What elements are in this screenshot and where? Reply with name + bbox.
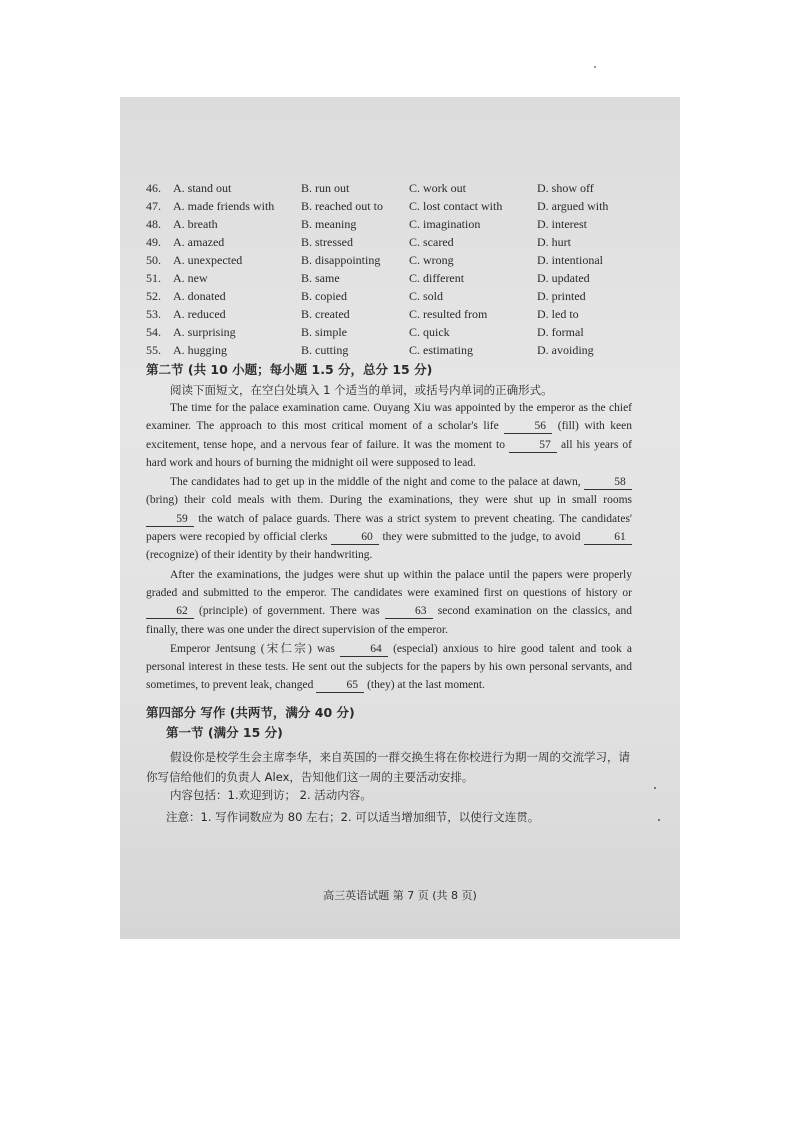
choice-row (146, 197, 656, 215)
option-d: D. formal (537, 325, 584, 339)
blank-58: 58 (584, 475, 632, 490)
question-number: 54. (146, 325, 161, 339)
option-b: B. run out (301, 181, 350, 195)
reading-passage (146, 399, 632, 696)
question-number: 52. (146, 289, 161, 303)
option-a: A. stand out (173, 181, 232, 195)
passage-text: After the examinations, the judges were shut up within the palace until the papers were properly graded and submitted to the emperor. The candidates were examined first on questions of history or (146, 568, 632, 599)
option-c: C. work out (409, 181, 466, 195)
part-heading: 第四部分 写作 (共两节，满分 40 分) (146, 705, 355, 720)
option-b: B. cutting (301, 343, 349, 357)
passage-text: second examination on the classics, and finally, there was one under the direct supervision of the emperor. (146, 605, 632, 636)
choice-row (146, 305, 656, 323)
choice-row (146, 323, 656, 341)
passage-text: The time for the palace examination came. Ouyang Xiu was appointed by the emperor as the chief examiner. The approach to this most critical moment of a scholar's life (146, 402, 632, 433)
option-b: B. meaning (301, 217, 357, 231)
scan-speck (654, 787, 656, 789)
blank-60: 60 (331, 530, 379, 545)
blank-62: 62 (146, 604, 194, 619)
option-a: A. breath (173, 217, 218, 231)
blank-59: 59 (146, 512, 194, 527)
passage-text: (fill) with keen excitement, tense hope, and a nervous fear of failure. It was the moment to (146, 420, 633, 451)
writing-section-heading: 第一节 (满分 15 分) (166, 725, 283, 740)
passage-text: Emperor Jentsung (宋仁宗) was (170, 642, 340, 655)
question-number: 47. (146, 199, 161, 213)
option-a: A. surprising (173, 325, 236, 339)
blank-56: 56 (504, 419, 552, 434)
passage-text: they were submitted to the judge, to avoid (378, 531, 584, 544)
option-b: B. simple (301, 325, 348, 339)
passage-text: The candidates had to get up in the middle of the night and come to the palace at dawn, (170, 476, 584, 489)
option-c: C. imagination (409, 217, 481, 231)
blank-63: 63 (385, 604, 433, 619)
question-number: 55. (146, 343, 161, 357)
writing-note: 注意：1. 写作词数应为 80 左右；2. 可以适当增加细节，以使行文连贯。 (166, 810, 540, 824)
option-d: D. updated (537, 271, 590, 285)
option-d: D. show off (537, 181, 594, 195)
choice-row (146, 215, 656, 233)
section-heading: 第二节 (共 10 小题；每小题 1.5 分，总分 15 分) (146, 362, 433, 377)
option-a: A. reduced (173, 307, 226, 321)
question-number: 46. (146, 181, 161, 195)
passage-text: (especial) anxious to hire good talent and took a personal interest in these tests. He sent out the subjects for the papers by his own personal servants, and sometimes, to prevent leak, changed (146, 642, 632, 692)
page-footer: 高三英语试题 第 7 页 (共 8 页) (323, 889, 477, 902)
question-number: 48. (146, 217, 161, 231)
passage-text: (principle) of government. There was (194, 605, 385, 618)
option-b: B. reached out to (301, 199, 383, 213)
writing-task: 假设你是校学生会主席李华，来自英国的一群交换生将在你校进行为期一周的交流学习，请你写信给他们的负责人 Alex，告知他们这一周的主要活动安排。 (146, 750, 630, 784)
option-d: D. argued with (537, 199, 609, 213)
option-a: A. made friends with (173, 199, 275, 213)
passage-paragraph (146, 473, 632, 564)
option-c: C. quick (409, 325, 450, 339)
passage-text: all his years of hard work and hours of burning the midnight oil were supposed to lead. (146, 438, 632, 469)
passage-paragraph (146, 640, 632, 695)
option-c: C. estimating (409, 343, 473, 357)
passage-text: (recognize) of their identity by their handwriting. (146, 549, 373, 562)
blank-57: 57 (509, 438, 557, 453)
scan-speck (658, 819, 660, 821)
option-c: C. resulted from (409, 307, 488, 321)
option-d: D. printed (537, 289, 586, 303)
blank-61: 61 (584, 530, 632, 545)
option-d: D. avoiding (537, 343, 594, 357)
option-c: C. different (409, 271, 465, 285)
choice-row (146, 179, 656, 197)
passage-paragraph (146, 566, 632, 639)
option-d: D. intentional (537, 253, 603, 267)
choice-row (146, 233, 656, 251)
blank-65: 65 (316, 678, 364, 693)
choice-row (146, 251, 656, 269)
question-number: 53. (146, 307, 161, 321)
scan-speck (594, 66, 596, 68)
option-c: C. scared (409, 235, 454, 249)
option-a: A. donated (173, 289, 226, 303)
blank-64: 64 (340, 642, 388, 657)
option-a: A. amazed (173, 235, 225, 249)
question-number: 50. (146, 253, 161, 267)
passage-text: (they) at the last moment. (364, 679, 485, 692)
passage-text: (bring) their cold meals with them. During the examinations, they were shut up in small rooms (146, 494, 632, 507)
exam-page (120, 97, 680, 939)
option-d: D. hurt (537, 235, 571, 249)
question-number: 51. (146, 271, 161, 285)
option-d: D. led to (537, 307, 579, 321)
choice-row (146, 341, 656, 359)
option-b: B. disappointing (301, 253, 381, 267)
choice-row (146, 269, 656, 287)
option-a: A. hugging (173, 343, 227, 357)
writing-content: 内容包括：1.欢迎到访； 2. 活动内容。 (170, 788, 372, 802)
option-d: D. interest (537, 217, 587, 231)
option-b: B. copied (301, 289, 347, 303)
option-c: C. lost contact with (409, 199, 503, 213)
option-c: C. wrong (409, 253, 454, 267)
passage-paragraph (146, 399, 632, 472)
choice-row (146, 287, 656, 305)
option-c: C. sold (409, 289, 444, 303)
question-number: 49. (146, 235, 161, 249)
passage-text: the watch of palace guards. There was a strict system to prevent cheating. The candidates' papers were recopied by official clerks (146, 512, 632, 544)
option-b: B. same (301, 271, 340, 285)
section-instruction: 阅读下面短文，在空白处填入 1 个适当的单词，或括号内单词的正确形式。 (170, 383, 553, 397)
option-b: B. created (301, 307, 350, 321)
choice-table (146, 179, 656, 359)
option-a: A. unexpected (173, 253, 243, 267)
option-a: A. new (173, 271, 208, 285)
option-b: B. stressed (301, 235, 353, 249)
